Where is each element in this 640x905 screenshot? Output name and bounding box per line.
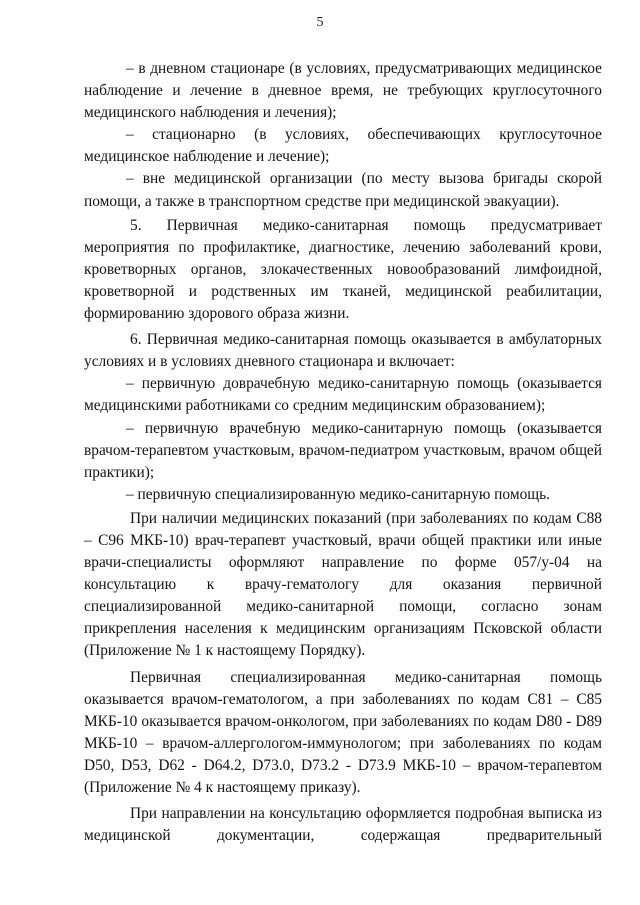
list-item-inpatient: – стационарно (в условиях, обеспечивающих круглосуточное медицинское наблюдение и лечение); — [84, 126, 602, 166]
paragraph-consultation: При направлении на консультацию оформляется подробная выписка из медицинской документации, содержащая предварительный — [84, 805, 602, 845]
list-item-specialized-care: – первичную специализированную медико-санитарную помощь. — [126, 485, 550, 503]
page-number: 5 — [316, 15, 324, 30]
document-body — [84, 58, 602, 847]
list-item-outside-organization: – вне медицинской организации (по месту вызова бригады скорой помощи, а также в транспортном средстве при медицинской эвакуации). — [84, 170, 602, 210]
list-item-medical-care: – первичную врачебную медико-санитарную помощь (оказывается врачом-терапевтом участковым, врачом-педиатром участковым, врачом общей практики); — [84, 419, 602, 481]
paragraph-5: 5. Первичная медико-санитарная помощь предусматривает мероприятия по профилактике, диагностике, лечению заболеваний крови, кроветворных органов, злокачественных новообразований лимфоидной, кроветворной и родственных им тканей, медицинской реабилитации, формированию здорового образа жизни. — [84, 216, 602, 323]
list-item-pre-medical-care: – первичную доврачебную медико-санитарную помощь (оказывается медицинскими работниками со средним медицинским образованием); — [84, 375, 602, 415]
paragraph-6: 6. Первичная медико-санитарная помощь оказывается в амбулаторных условиях и в условиях дневного стационара и включает: — [84, 331, 602, 371]
paragraph-referral: При наличии медицинских показаний (при заболеваниях по кодам С88 – С96 МКБ-10) врач-терапевт участковый, врачи общей практики или иные врачи-специалисты оформляют направление по форме 057/у-04 на консультацию к врачу-гематологу для оказания первичной специализированной медико-санитарной помощи, согласно зонам прикрепления населения к медицинским организациям Псковской области (Приложение № 1 к настоящему Порядку). — [84, 509, 602, 660]
paragraph-specialized-care: Первичная специализированная медико-санитарная помощь оказывается врачом-гематологом, а при заболеваниях по кодам С81 – С85 МКБ-10 оказывается врачом-онкологом, при заболеваниях по кодам D80 - D89 МКБ-10 – врачом-аллергологом-иммунологом; при заболеваниях по кодам D50, D53, D62 - D64.2, D73.0, D73.2 - D73.9 МКБ-10 – врачом-терапевтом (Приложение № 4 к настоящему приказу). — [84, 668, 602, 796]
list-item-day-hospital: – в дневном стационаре (в условиях, предусматривающих медицинское наблюдение и лечение в дневное время, не требующих круглосуточного медицинского наблюдения и лечения); — [84, 60, 602, 122]
